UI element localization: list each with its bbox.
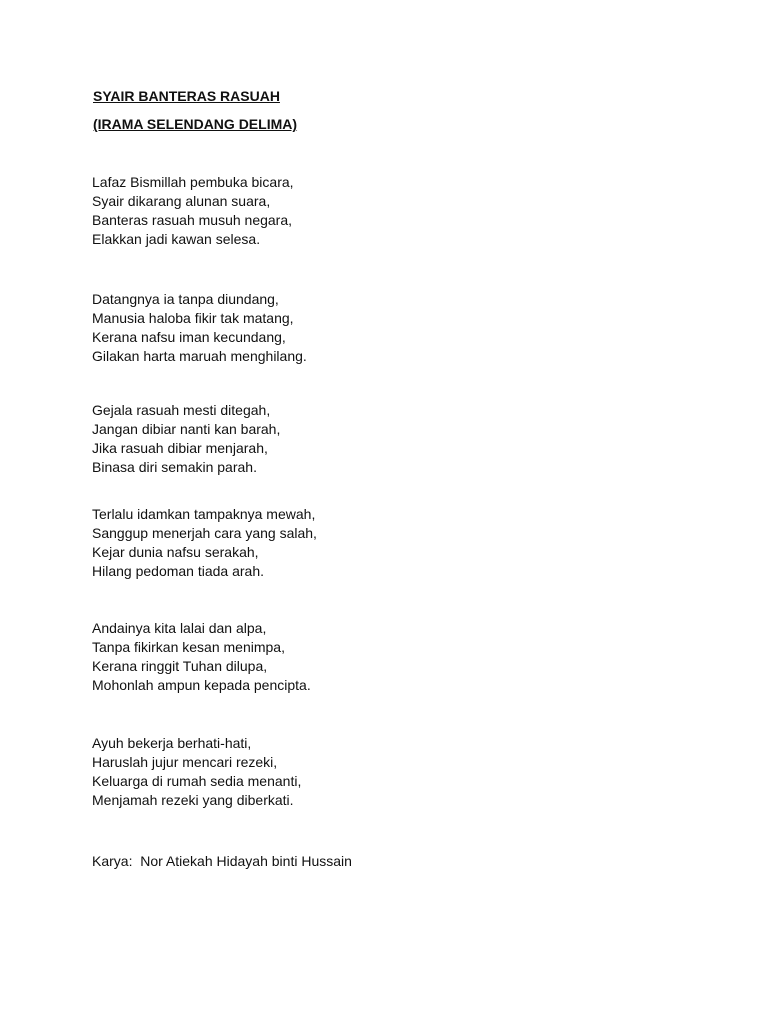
verse-line: Andainya kita lalai dan alpa, — [92, 620, 267, 636]
stanza-5 — [92, 619, 311, 695]
verse-line: Banteras rasuah musuh negara, — [92, 212, 293, 228]
stanza-2 — [92, 290, 307, 366]
stanza-1 — [92, 173, 294, 249]
verse-line: Keluarga di rumah sedia menanti, — [92, 773, 302, 789]
verse-line: Gejala rasuah mesti ditegah, — [92, 402, 271, 418]
verse-line: Menjamah rezeki yang diberkati. — [92, 792, 294, 808]
document-title: SYAIR BANTERAS RASUAH — [93, 88, 280, 104]
verse-line: Haruslah jujur mencari rezeki, — [92, 754, 278, 770]
verse-line: Mohonlah ampun kepada pencipta. — [92, 677, 311, 693]
verse-line: Elakkan jadi kawan selesa. — [92, 231, 261, 247]
verse-line: Sanggup menerjah cara yang salah, — [92, 525, 317, 541]
verse-line: Datangnya ia tanpa diundang, — [92, 291, 279, 307]
verse-line: Tanpa fikirkan kesan menimpa, — [92, 639, 285, 655]
verse-line: Gilakan harta maruah menghilang. — [92, 348, 307, 364]
verse-line: Manusia haloba fikir tak matang, — [92, 310, 294, 326]
author-credit: Karya: Nor Atiekah Hidayah binti Hussain — [92, 853, 352, 869]
verse-line: Jika rasuah dibiar menjarah, — [92, 440, 268, 456]
stanza-4 — [92, 505, 317, 581]
verse-line: Syair dikarang alunan suara, — [92, 193, 271, 209]
verse-line: Hilang pedoman tiada arah. — [92, 563, 265, 579]
verse-line: Terlalu idamkan tampaknya mewah, — [92, 506, 316, 522]
verse-line: Kerana nafsu iman kecundang, — [92, 329, 286, 345]
verse-line: Kerana ringgit Tuhan dilupa, — [92, 658, 268, 674]
document-subtitle: (IRAMA SELENDANG DELIMA) — [93, 116, 298, 132]
verse-line: Jangan dibiar nanti kan barah, — [92, 421, 281, 437]
verse-line: Binasa diri semakin parah. — [92, 459, 257, 475]
verse-line: Kejar dunia nafsu serakah, — [92, 544, 259, 560]
verse-line: Lafaz Bismillah pembuka bicara, — [92, 174, 294, 190]
stanza-6 — [92, 734, 301, 810]
verse-line: Ayuh bekerja berhati-hati, — [92, 735, 252, 751]
stanza-3 — [92, 401, 280, 477]
